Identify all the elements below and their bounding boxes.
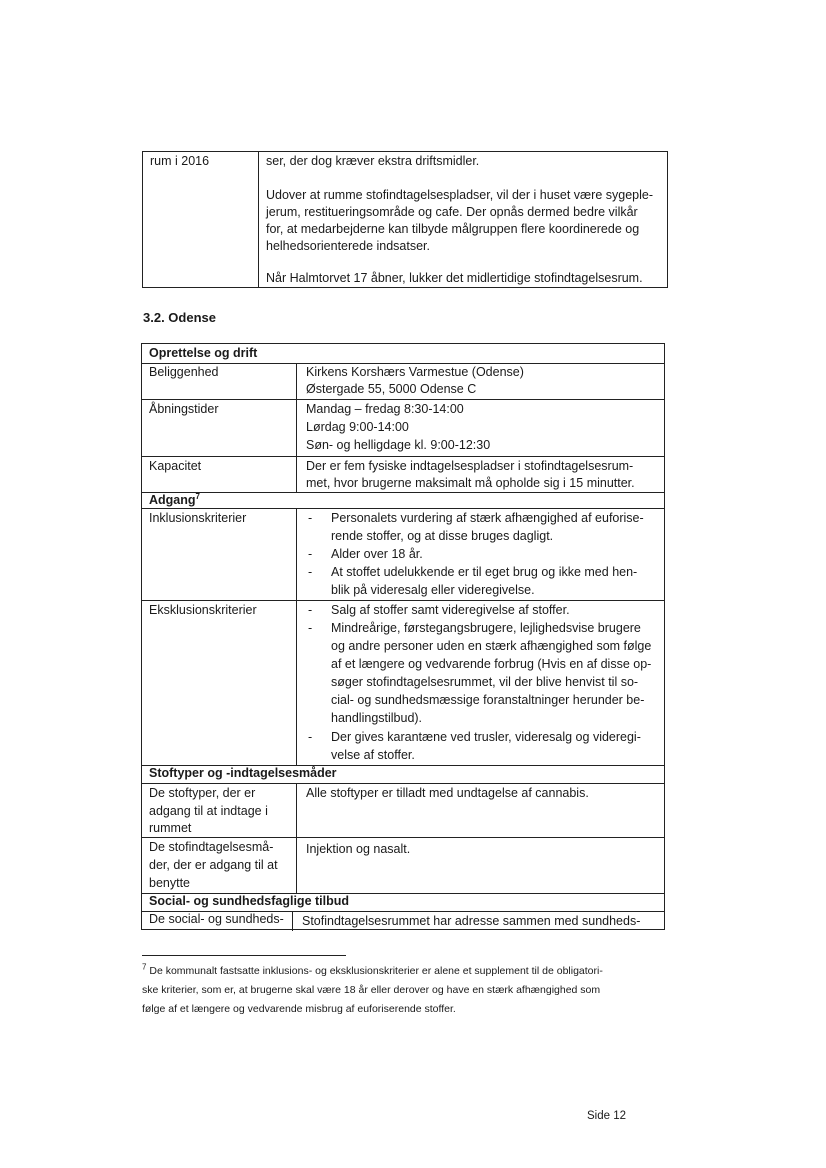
- bullet-line: og andre personer uden en stærk afhængighed som følge: [331, 639, 652, 653]
- continuation-table: [142, 151, 668, 288]
- bullet-line: Mindreårige, førstegangsbrugere, lejlighedsvise brugere: [331, 621, 641, 635]
- bullet-dash: -: [308, 511, 313, 525]
- bullet-dash: -: [308, 603, 313, 617]
- label-line: der, der er adgang til at: [149, 858, 278, 872]
- text-line: helhedsorienterede indsatser.: [266, 239, 431, 253]
- bullet-line: blik på videresalg eller videregivelse.: [331, 583, 535, 597]
- text-line: jerum, restitueringsområde og cafe. Der opnås dermed bedre vilkår: [266, 205, 638, 219]
- bullet-line: af et længere og vedvarende forbrug (Hvis en af disse op-: [331, 657, 652, 671]
- section-adgang: Adgang$^7$: [149, 491, 200, 507]
- bullet-line: Alder over 18 år.: [331, 547, 423, 561]
- text-line: Udover at rumme stofindtagelsespladser, vil der i huset være sygeple-: [266, 188, 653, 202]
- bullet-dash: -: [308, 730, 313, 744]
- footnote-line: $^7$ De kommunalt fastsatte inklusions- og eksklusionskriterier er alene et supplement til de obligatori-: [142, 962, 603, 977]
- value-line: Der er fem fysiske indtagelsespladser i stofindtagelsesrum-: [306, 459, 634, 473]
- label-eksklusion: Eksklusionskriterier: [149, 603, 257, 617]
- bullet-dash: -: [308, 621, 313, 635]
- section-stoftyper: Stoftyper og -indtagelsesmåder: [149, 766, 337, 780]
- value-line: Kirkens Korshærs Varmestue (Odense): [306, 365, 524, 379]
- label-social: De social- og sundheds-: [149, 912, 284, 926]
- bullet-line: handlingstilbud).: [331, 711, 423, 725]
- section-social: Social- og sundhedsfaglige tilbud: [149, 894, 350, 908]
- text-line: for, at medarbejderne kan tilbyde målgruppen flere koordinerede og: [266, 222, 640, 236]
- bullet-line: cial- og sundhedsmæssige foranstaltninger herunder be-: [331, 693, 645, 707]
- footnote-line: ske kriterier, som er, at brugerne skal være 18 år eller derover og have en stærk afhængighed som: [142, 984, 601, 996]
- label-line: rummet: [149, 821, 192, 835]
- footnote-line: følge af et længere og vedvarende misbrug af euforiserende stoffer.: [142, 1003, 456, 1015]
- footnote-rule: [142, 955, 346, 956]
- footnote-number: 7: [142, 962, 147, 972]
- bullet-line: søger stofindtagelsesrummet, vil der blive henvist til so-: [331, 675, 639, 689]
- label-line: De stoftyper, der er: [149, 786, 256, 800]
- left-cell: rum i 2016: [150, 154, 210, 168]
- label-aabningstider: Åbningstider: [149, 402, 219, 416]
- bullet-line: Salg af stoffer samt videregivelse af stoffer.: [331, 603, 570, 617]
- page-number: Side 12: [587, 1110, 627, 1122]
- label-line: De stofindtagelsesmå-: [149, 840, 274, 854]
- label-line: adgang til at indtage i: [149, 804, 268, 818]
- value-stoftyper: Alle stoftyper er tilladt med undtagelse af cannabis.: [306, 786, 589, 800]
- label-kapacitet: Kapacitet: [149, 459, 202, 473]
- value-social: Stofindtagelsesrummet har adresse sammen med sundheds-: [302, 914, 641, 928]
- footnote-ref: 7: [195, 491, 200, 501]
- value-line: Lørdag 9:00-14:00: [306, 420, 409, 434]
- bullet-line: rende stoffer, og at disse bruges dagligt.: [331, 529, 554, 543]
- bullet-line: At stoffet udelukkende er til eget brug og ikke med hen-: [331, 565, 638, 579]
- text-line: Når Halmtorvet 17 åbner, lukker det midlertidige stofindtagelsesrum.: [266, 271, 643, 285]
- label-beliggenhed: Beliggenhed: [149, 365, 219, 379]
- bullet-dash: -: [308, 565, 313, 579]
- text-line: ser, der dog kræver ekstra driftsmidler.: [266, 154, 480, 168]
- value-line: Søn- og helligdage kl. 9:00-12:30: [306, 438, 491, 452]
- value-line: met, hvor brugerne maksimalt må opholde sig i 15 minutter.: [306, 476, 635, 490]
- value-line: Mandag – fredag 8:30-14:00: [306, 402, 464, 416]
- column-divider: [258, 152, 259, 287]
- section-oprettelse: Oprettelse og drift: [149, 346, 258, 360]
- bullet-line: Personalets vurdering af stærk afhængighed af euforise-: [331, 511, 644, 525]
- value-line: Østergade 55, 5000 Odense C: [306, 382, 477, 396]
- section-heading: 3.2. Odense: [143, 310, 216, 325]
- bullet-dash: -: [308, 547, 313, 561]
- value-maader: Injektion og nasalt.: [306, 842, 411, 856]
- bullet-line: velse af stoffer.: [331, 748, 415, 762]
- odense-table: [141, 343, 665, 930]
- label-inklusion: Inklusionskriterier: [149, 511, 247, 525]
- label-line: benytte: [149, 876, 191, 890]
- bullet-line: Der gives karantæne ved trusler, videresalg og videregi-: [331, 730, 641, 744]
